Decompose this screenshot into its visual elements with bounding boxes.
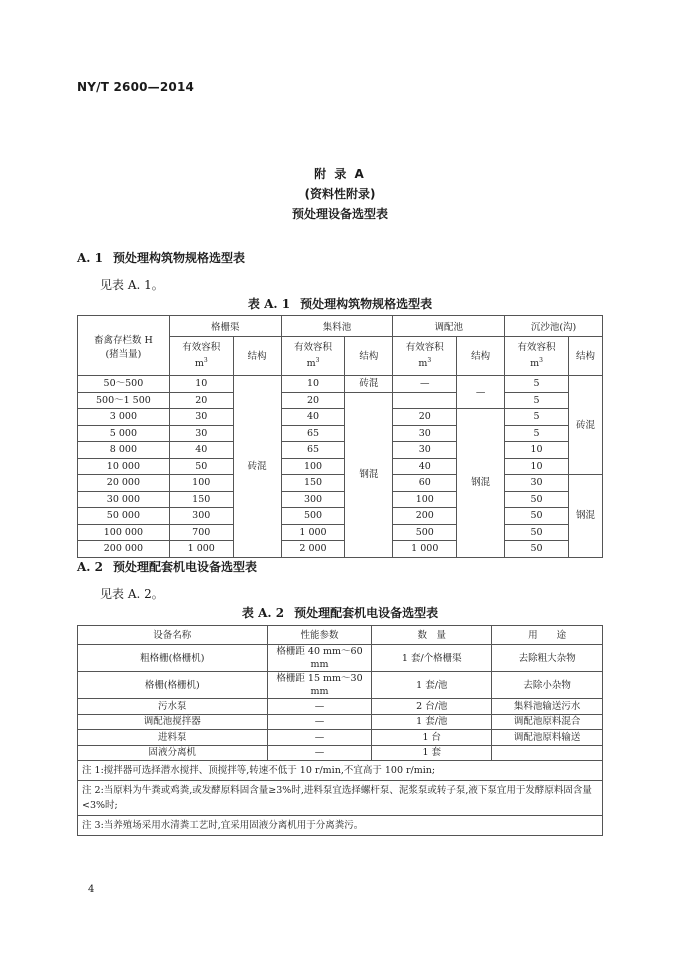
standard-code: NY/T 2600—2014	[77, 80, 195, 94]
header-quantity: 数 量	[372, 626, 492, 645]
sub-structure: 结构	[345, 337, 393, 376]
table-a1	[77, 315, 603, 558]
cell-sand-volume: 10	[505, 458, 569, 475]
see-table-a2: 见表 A. 2。	[100, 587, 164, 601]
cell-grate-volume: 50	[169, 458, 233, 475]
cell-collect-volume: 100	[281, 458, 345, 475]
cell-livestock: 50 000	[78, 508, 170, 525]
cell-grate-volume: 700	[169, 524, 233, 541]
cell-livestock: 20 000	[78, 475, 170, 492]
cell-sand-volume: 5	[505, 376, 569, 393]
cell-grate-volume: 300	[169, 508, 233, 525]
table-a2-title: 预处理配套机电设备选型表	[294, 606, 439, 620]
table-row	[78, 524, 603, 541]
sub-structure: 结构	[233, 337, 281, 376]
cell-grate-volume: 30	[169, 425, 233, 442]
header-purpose: 用 途	[492, 626, 603, 645]
cell-performance: 格栅距 40 mm～60 mm	[267, 645, 372, 672]
cell-livestock: 200 000	[78, 541, 170, 558]
cell-livestock: 10 000	[78, 458, 170, 475]
cell-performance: —	[267, 699, 372, 715]
cell-mix-volume: 60	[393, 475, 457, 492]
cell-sand-volume: 10	[505, 442, 569, 459]
table-row	[78, 714, 603, 730]
cell-mix-volume: 200	[393, 508, 457, 525]
table-a2-number: 表 A. 2	[241, 606, 285, 620]
annex-label: 附 录 A	[314, 167, 366, 181]
cell-mix-volume	[393, 392, 457, 409]
cell-sand-volume: 5	[505, 392, 569, 409]
annex-type: (资料性附录)	[304, 187, 376, 201]
cell-collect-volume: 65	[281, 442, 345, 459]
header-performance: 性能参数	[267, 626, 372, 645]
table-a2	[77, 625, 603, 836]
cell-device: 进料泵	[78, 730, 268, 746]
sub-volume: 有效容积 $m^3$	[505, 337, 569, 376]
section-a2-title: 预处理配套机电设备选型表	[113, 560, 258, 574]
cell-sand-volume: 50	[505, 508, 569, 525]
cell-mix-volume: 100	[393, 491, 457, 508]
cell-grate-volume: 1 000	[169, 541, 233, 558]
cell-performance: —	[267, 745, 372, 761]
table-row	[78, 730, 603, 746]
table-row	[78, 458, 603, 475]
table-a1-title: 预处理构筑物规格选型表	[300, 297, 433, 311]
table-row	[78, 491, 603, 508]
cell-mix-volume: —	[393, 376, 457, 393]
cell-device: 污水泵	[78, 699, 268, 715]
cell-collect-volume: 2 000	[281, 541, 345, 558]
cell-grate-volume: 10	[169, 376, 233, 393]
cell-grate-volume: 150	[169, 491, 233, 508]
table-row	[78, 376, 603, 393]
cell-performance: —	[267, 714, 372, 730]
table-row	[78, 699, 603, 715]
cell-mix-volume: 40	[393, 458, 457, 475]
cell-sand-volume: 30	[505, 475, 569, 492]
see-table-a1: 见表 A. 1。	[100, 278, 164, 292]
table-a1-number: 表 A. 1	[247, 297, 291, 311]
header-sand-tank: 沉沙池(沟)	[505, 316, 603, 337]
cell-collect-volume: 20	[281, 392, 345, 409]
cell-quantity: 1 套/池	[372, 672, 492, 699]
cell-quantity: 1 套/个格栅渠	[372, 645, 492, 672]
cell-sand-volume: 50	[505, 541, 569, 558]
cell-livestock: 5 000	[78, 425, 170, 442]
cell-sand-volume: 50	[505, 491, 569, 508]
cell-purpose: 去除粗大杂物	[492, 645, 603, 672]
cell-collect-volume: 1 000	[281, 524, 345, 541]
cell-collect-volume: 40	[281, 409, 345, 426]
cell-livestock: 3 000	[78, 409, 170, 426]
header-grate-channel: 格栅渠	[169, 316, 281, 337]
table-row	[78, 442, 603, 459]
table-row	[78, 541, 603, 558]
header-livestock: 畜禽存栏数 H (猪当量)	[78, 316, 170, 376]
cell-sand-volume: 5	[505, 409, 569, 426]
cell-mix-volume: 1 000	[393, 541, 457, 558]
cell-performance: —	[267, 730, 372, 746]
cell-livestock: 100 000	[78, 524, 170, 541]
cell-mix-volume: 30	[393, 425, 457, 442]
cell-grate-structure: 砖混	[233, 376, 281, 558]
sub-structure: 结构	[457, 337, 505, 376]
table-row	[78, 409, 603, 426]
cell-quantity: 1 台	[372, 730, 492, 746]
cell-purpose: 调配池原料输送	[492, 730, 603, 746]
table-row	[78, 475, 603, 492]
cell-device: 格栅(格栅机)	[78, 672, 268, 699]
cell-grate-volume: 30	[169, 409, 233, 426]
cell-collect-structure-rest: 钢混	[345, 392, 393, 557]
cell-livestock: 30 000	[78, 491, 170, 508]
sub-volume: 有效容积 $m^3$	[281, 337, 345, 376]
cell-collect-volume: 500	[281, 508, 345, 525]
cell-grate-volume: 40	[169, 442, 233, 459]
cell-quantity: 1 套/池	[372, 714, 492, 730]
section-a2-heading	[77, 558, 257, 575]
cell-mix-structure-top: —	[457, 376, 505, 409]
cell-collect-volume: 65	[281, 425, 345, 442]
cell-device: 固液分离机	[78, 745, 268, 761]
cell-sand-volume: 5	[505, 425, 569, 442]
cell-sand-volume: 50	[505, 524, 569, 541]
cell-collect-volume: 10	[281, 376, 345, 393]
cell-collect-volume: 150	[281, 475, 345, 492]
cell-mix-volume: 30	[393, 442, 457, 459]
table-row	[78, 672, 603, 699]
cell-performance: 格栅距 15 mm～30 mm	[267, 672, 372, 699]
section-a1-heading	[77, 249, 245, 266]
cell-mix-structure-rest: 钢混	[457, 409, 505, 558]
header-device-name: 设备名称	[78, 626, 268, 645]
table-row	[78, 745, 603, 761]
table-a2-caption	[0, 604, 680, 621]
table-row	[78, 508, 603, 525]
cell-quantity: 1 套	[372, 745, 492, 761]
annex-title: 预处理设备选型表	[291, 207, 388, 221]
cell-sand-structure-bottom: 钢混	[568, 475, 602, 558]
table-note-1: 注 1:搅拌器可选择潜水搅拌、顶搅拌等,转速不低于 10 r/min,不宜高于 100 r/min;	[78, 761, 603, 781]
cell-device: 调配池搅拌器	[78, 714, 268, 730]
cell-device: 粗格栅(格栅机)	[78, 645, 268, 672]
cell-purpose	[492, 745, 603, 761]
cell-purpose: 去除小杂物	[492, 672, 603, 699]
sub-structure: 结构	[568, 337, 602, 376]
cell-livestock: 500～1 500	[78, 392, 170, 409]
sub-volume: 有效容积 $m^3$	[393, 337, 457, 376]
cell-purpose: 调配池原料混合	[492, 714, 603, 730]
page-number: 4	[88, 884, 95, 895]
cell-grate-volume: 100	[169, 475, 233, 492]
section-a1-title: 预处理构筑物规格选型表	[113, 251, 246, 265]
cell-purpose: 集料池输送污水	[492, 699, 603, 715]
header-collect-tank: 集料池	[281, 316, 393, 337]
cell-sand-structure-top: 砖混	[568, 376, 602, 475]
table-note-3: 注 3:当养殖场采用水清粪工艺时,宜采用固液分离机用于分离粪污。	[78, 816, 603, 836]
table-a1-caption	[0, 295, 680, 312]
cell-collect-structure-top: 砖混	[345, 376, 393, 393]
cell-collect-volume: 300	[281, 491, 345, 508]
table-note-2: 注 2:当原料为牛粪或鸡粪,或发酵原料固含量≥3%时,进料泵宜选择螺杆泵、泥浆泵或转子泵,液下泵宜用于发酵原料固含量<3%时;	[78, 781, 603, 816]
cell-livestock: 8 000	[78, 442, 170, 459]
section-a2-number: A. 2	[77, 560, 104, 574]
cell-grate-volume: 20	[169, 392, 233, 409]
header-mix-tank: 调配池	[393, 316, 505, 337]
table-row	[78, 425, 603, 442]
cell-mix-volume: 500	[393, 524, 457, 541]
cell-quantity: 2 台/池	[372, 699, 492, 715]
sub-volume: 有效容积 $m^3$	[169, 337, 233, 376]
table-row	[78, 645, 603, 672]
section-a1-number: A. 1	[77, 251, 104, 265]
cell-mix-volume: 20	[393, 409, 457, 426]
cell-livestock: 50～500	[78, 376, 170, 393]
table-row	[78, 392, 603, 409]
